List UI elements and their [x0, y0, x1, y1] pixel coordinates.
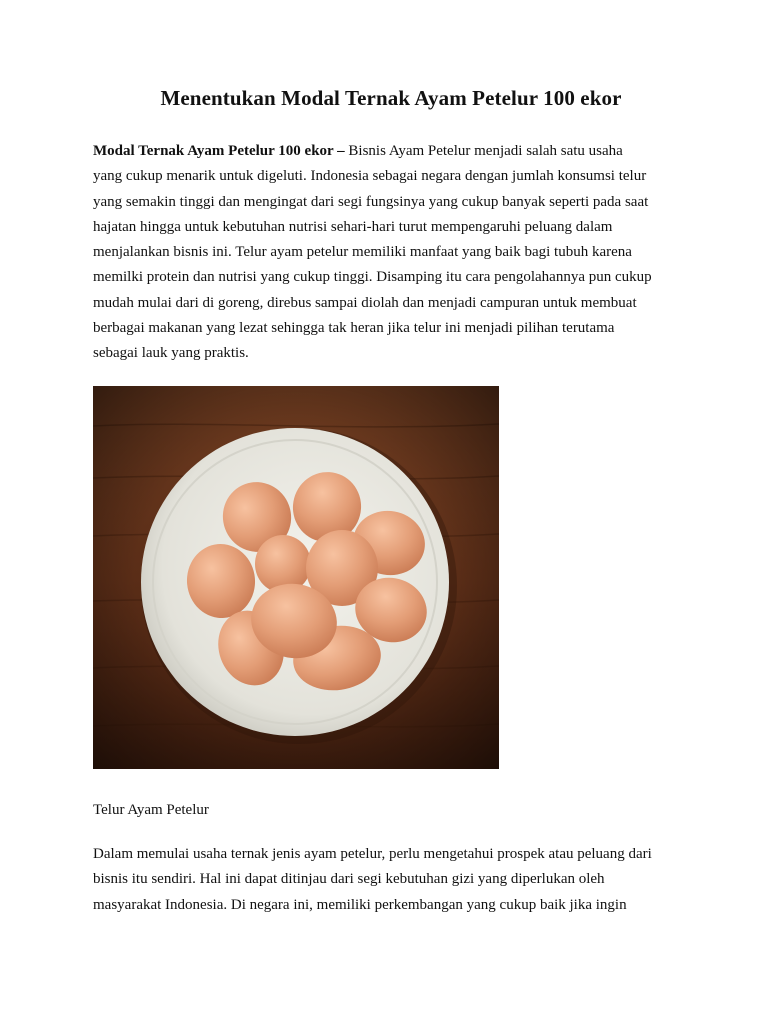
- page-title: Menentukan Modal Ternak Ayam Petelur 100 ekor: [160, 86, 622, 110]
- body-paragraph: [93, 842, 683, 918]
- intro-line: berbagai makanan yang lezat sehingga tak heran jika telur ini menjadi pilihan terutama: [93, 320, 615, 337]
- intro-lead-bold: Modal Ternak Ayam Petelur 100 ekor –: [93, 143, 345, 159]
- intro-line: yang cukup menarik untuk digeluti. Indonesia sebagai negara dengan jumlah konsumsi telur: [93, 168, 647, 185]
- egg: [255, 535, 311, 593]
- intro-line: mudah mulai dari di goreng, direbus sampai diolah dan menjadi campuran untuk membuat: [93, 294, 637, 311]
- intro-line: yang semakin tinggi dan mengingat dari segi fungsinya yang cukup banyak seperti pada saat: [93, 193, 649, 210]
- intro-line: [93, 139, 683, 164]
- intro-line: memilki protein dan nutrisi yang cukup tinggi. Disamping itu cara pengolahannya pun cukup: [93, 269, 652, 286]
- intro-line: menjalankan bisnis ini. Telur ayam petelur memiliki manfaat yang baik bagi tubuh karena: [93, 244, 632, 261]
- image-caption: Telur Ayam Petelur: [93, 802, 209, 818]
- intro-line: sebagai lauk yang praktis.: [93, 345, 249, 362]
- body-line: Dalam memulai usaha ternak jenis ayam petelur, perlu mengetahui prospek atau peluang dari: [93, 846, 652, 862]
- eggs-in-bowl-photo: [93, 386, 499, 769]
- intro-first-line-rest: Bisnis Ayam Petelur menjadi salah satu usaha: [344, 143, 623, 159]
- intro-line: hajatan hingga untuk kebutuhan nutrisi sehari-hari turut mempengaruhi peluang dalam: [93, 218, 613, 235]
- intro-paragraph: [93, 139, 683, 367]
- body-line: masyarakat Indonesia. Di negara ini, memiliki perkembangan yang cukup baik jika ingin: [93, 896, 627, 913]
- body-line: bisnis itu sendiri. Hal ini dapat ditinjau dari segi kebutuhan gizi yang diperlukan oleh: [93, 871, 605, 888]
